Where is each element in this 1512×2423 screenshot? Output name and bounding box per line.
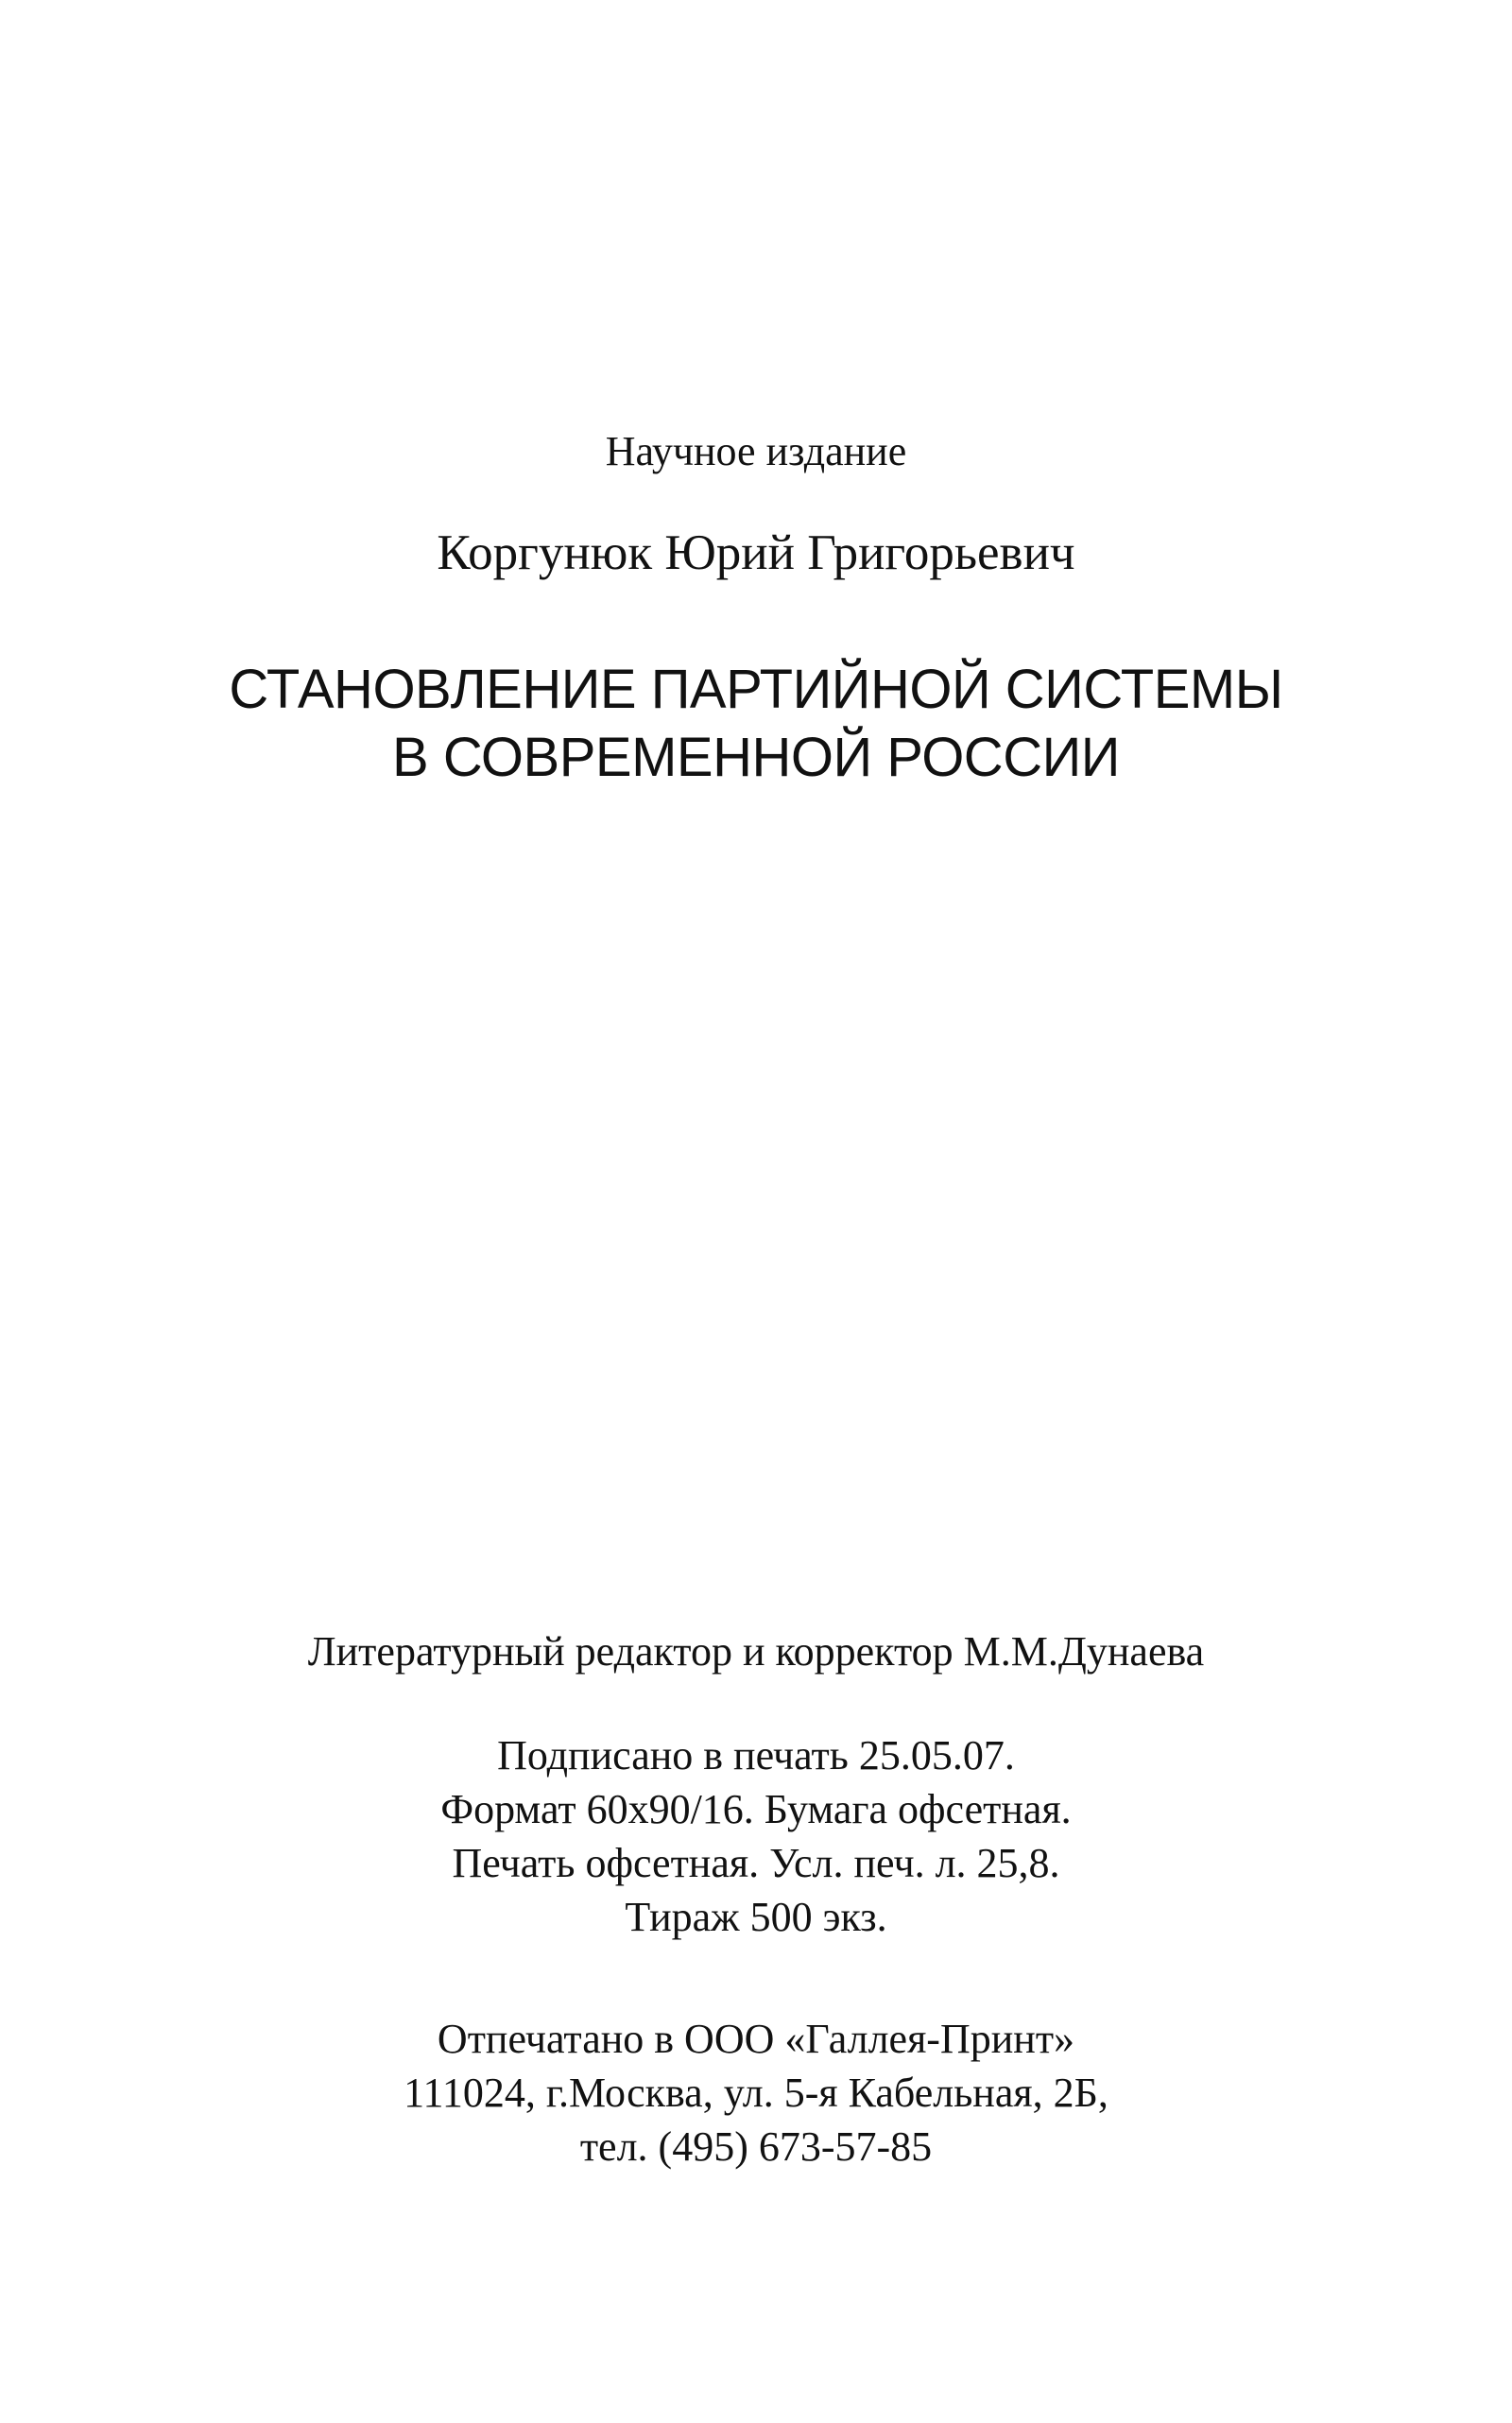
publication-detail: Тираж 500 экз. [625,1894,887,1940]
printer-info: Отпечатано в ООО «Галлея-Принт» [437,2016,1075,2062]
book-title-line-2: В СОВРЕМЕННОЙ РОССИИ [392,727,1120,788]
book-title-line-1: СТАНОВЛЕНИЕ ПАРТИЙНОЙ СИСТЕМЫ [229,659,1283,720]
publication-detail: Формат 60х90/16. Бумага офсетная. [440,1786,1072,1832]
publication-detail: Подписано в печать 25.05.07. [497,1732,1015,1779]
editor-credit: Литературный редактор и корректор М.М.Дунаева [307,1628,1205,1675]
publication-detail: Печать офсетная. Усл. печ. л. 25,8. [452,1840,1060,1886]
printer-address: 111024, г.Москва, ул. 5-я Кабельная, 2Б, [404,2070,1108,2116]
author-name: Коргунюк Юрий Григорьевич [437,525,1075,580]
printer-phone: тел. (495) 673-57-85 [579,2123,933,2170]
series-label: Научное издание [605,428,907,474]
